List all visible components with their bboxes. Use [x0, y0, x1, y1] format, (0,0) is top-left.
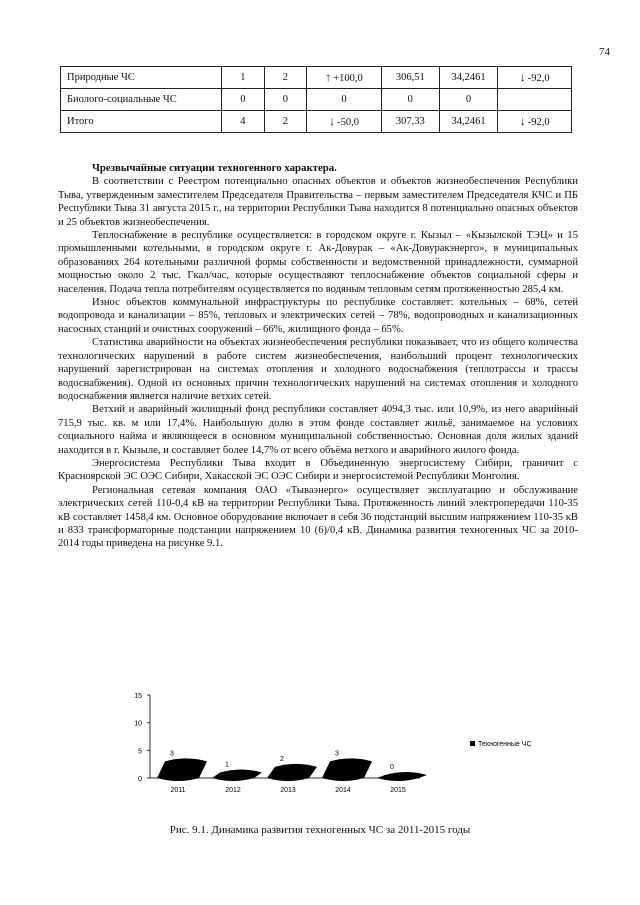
arrow-up-icon: ↑	[325, 70, 332, 84]
y-tick-label: 0	[138, 776, 142, 783]
paragraph: Региональная сетевая компания ОАО «Тываэнерго» осуществляет эксплуатацию и обслуживание электрических сетей 110-0,4 кВ на территории Республики Тыва. Протяженность линий электропередачи 110-35 кВ составляет 1458,4 км. Основное оборудование включает в себя 36 подстанций высшим напряжением 110-35 кВ и 833 трансформаторные подстанции напряжением 10 (6)/0,4 кВ. Динамика развития техногенных ЧС за 2010-2014 годы приведена на рисунке 9.1.	[58, 484, 578, 550]
x-tick-label: 2014	[335, 787, 351, 794]
figure-caption: Рис. 9.1. Динамика развития техногенных ЧС за 2011-2015 годы	[169, 824, 471, 836]
change-cell	[307, 111, 382, 133]
paragraph: Износ объектов коммунальной инфраструктуры по республике составляет: котельных – 68%, сетей водопровода и канализации – 85%, тепловых и электрических сетей – 78%, водопроводных и канализационных насосных станций и очистных сооружений – 66%, жилищного фонда – 65%.	[58, 297, 578, 335]
paragraph: Статистика аварийности на объектах жизнеобеспечения республики показывает, что из общего количества технологических нарушений в работе систем жизнеобеспечения, наибольший процент технологических нарушений зарегистрирован на системах отопления и холодного водоснабжения (теплотрассы и трассы водоснабжения). Одной из основных причин технологических нарушений на системах отопления и холодного водоснабжения является наличие ветхих сетей.	[58, 337, 578, 402]
change-value: -92,0	[527, 73, 550, 84]
change-cell	[307, 67, 382, 89]
chart	[120, 683, 590, 805]
data-label: 3	[170, 750, 174, 758]
chart-svg	[120, 683, 590, 805]
count-cell: 4	[222, 111, 265, 133]
arrow-down-icon: ↓	[519, 114, 526, 128]
change-value: -50,0	[337, 117, 359, 128]
table-row	[61, 89, 572, 111]
change-cell	[498, 111, 572, 133]
paragraph: Ветхий и аварийный жилищный фонд республики составляет 4094,3 тыс. или 10,9%, из него аварийный 715,9 тыс. кв. м или 17,4%. Наибольшую долю в этом фонде составляет жильё, занимаемое на условиях социального найма и являющееся в основном муниципальной собственностью. Основная доля жилых зданий находится в г. Кызыле, и составляет более 14,7% от всего объёма ветхого и аварийного жилого фонда.	[58, 404, 578, 456]
value-cell: 34,2461	[439, 111, 498, 133]
arrow-down-icon: ↓	[519, 70, 526, 84]
value-cell: 307,33	[381, 111, 439, 133]
table-row	[61, 111, 572, 133]
paragraph: Энергосистема Республики Тыва входит в Объединенную энергосистему Сибири, граничит с Красноярской ЭС ОЭС Сибири, Хакасской ЭС ОЭС Сибири и энергосистемой Республики Монголия.	[58, 457, 578, 483]
paragraph: Теплоснабжение в республике осуществляется: в городском округе г. Кызыл – «Кызылской ТЭЦ» и 15 промышленными котельными, в городском округе г. Ак-Довурак – «Ак-Довуракэнерго», в муниципальных образованиях 264 котельными различной формы собственности и ведомственной принадлежности, суммарной мощностью около 2 тыс. Гкал/час, которые осуществляют теплоснабжение объектов социальной сферы и населения. Подача тепла потребителям осуществляется по водяным тепловым сетям протяженностью 285,4 км.	[58, 230, 578, 295]
emergency-table	[60, 66, 572, 133]
paragraph: В соответствии с Реестром потенциально опасных объектов и объектов жизнеобеспечения Республики Тыва, утвержденным заместителем Председателя Правительства – первым заместителем Председателя КЧС и ПБ Республики Тыва 31 августа 2015 г., на территории Республики Тыва находится 8 потенциально опасных объектов и 25 объектов жизнеобеспечения.	[58, 176, 578, 228]
x-tick-label: 2012	[225, 787, 241, 794]
row-label: Природные ЧС	[61, 67, 222, 89]
row-label: Итого	[61, 111, 222, 133]
value-cell: 306,51	[381, 67, 439, 89]
count-cell: 0	[222, 89, 265, 111]
data-label: 1	[225, 761, 229, 769]
x-tick-label: 2015	[390, 787, 406, 794]
change-value: +100,0	[333, 73, 363, 84]
arrow-down-icon: ↓	[329, 114, 336, 128]
y-tick-label: 10	[134, 720, 142, 728]
change-value: 0	[341, 94, 347, 105]
y-tick-label: 15	[134, 693, 142, 700]
value-cell: 0	[439, 89, 498, 111]
data-label: 2	[280, 755, 284, 763]
count-cell: 2	[264, 67, 307, 89]
legend-label: Техногенные ЧС	[478, 741, 532, 748]
data-label: 0	[390, 764, 394, 771]
y-tick-label: 5	[138, 748, 142, 756]
data-label: 3	[335, 750, 339, 758]
change-cell	[307, 89, 382, 111]
legend-swatch	[470, 741, 475, 746]
value-cell: 0	[381, 89, 439, 111]
bar	[377, 772, 427, 781]
change-value: -92,0	[527, 117, 550, 128]
body-text	[58, 162, 578, 551]
count-cell: 1	[222, 67, 265, 89]
page-number: 74	[599, 46, 610, 58]
section-title: Чрезвычайные ситуации техногенного характера.	[92, 162, 337, 174]
row-label: Биолого-социальные ЧС	[61, 89, 222, 111]
bar	[212, 769, 262, 781]
count-cell: 0	[264, 89, 307, 111]
change-cell	[498, 67, 572, 89]
x-tick-label: 2011	[170, 787, 186, 794]
count-cell: 2	[264, 111, 307, 133]
x-tick-label: 2013	[280, 787, 296, 794]
value-cell: 34,2461	[439, 67, 498, 89]
table-row	[61, 67, 572, 89]
change-cell	[498, 89, 572, 111]
